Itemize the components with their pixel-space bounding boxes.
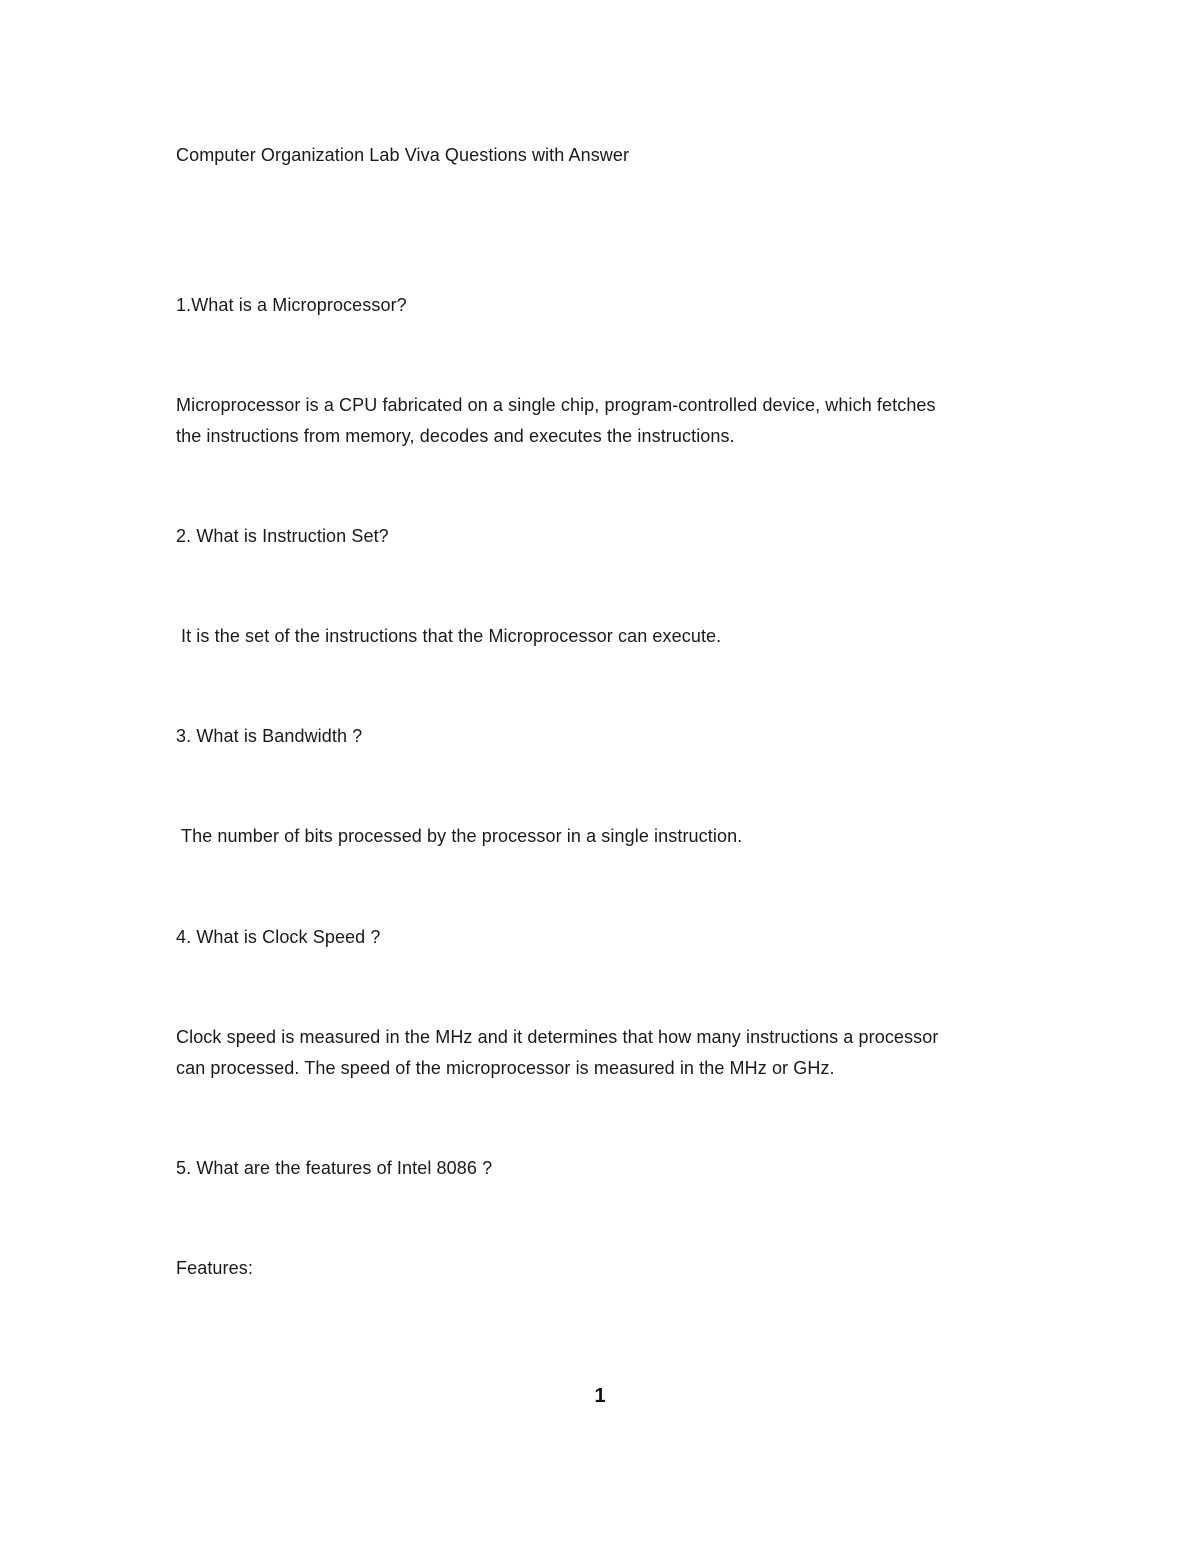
answer-3-line-1: The number of bits processed by the processor in a single instruction. [181, 826, 743, 846]
question-2: 2. What is Instruction Set? [176, 526, 389, 546]
question-4: 4. What is Clock Speed ? [176, 927, 381, 947]
answer-4-line-2: can processed. The speed of the microprocessor is measured in the MHz or GHz. [176, 1058, 835, 1078]
answer-4-line-1: Clock speed is measured in the MHz and it determines that how many instructions a processor [176, 1027, 939, 1047]
document-title: Computer Organization Lab Viva Questions with Answer [176, 145, 630, 165]
question-1: 1.What is a Microprocessor? [176, 295, 407, 315]
answer-1-line-1: Microprocessor is a CPU fabricated on a single chip, program-controlled device, which fetches [176, 395, 936, 415]
question-3: 3. What is Bandwidth ? [176, 726, 363, 746]
answer-2-line-1: It is the set of the instructions that the Microprocessor can execute. [181, 626, 722, 646]
page-number: 1 [594, 1385, 606, 1407]
answer-1-line-2: the instructions from memory, decodes and executes the instructions. [176, 426, 735, 446]
answer-5-line-1: Features: [176, 1258, 253, 1278]
question-5: 5. What are the features of Intel 8086 ? [176, 1158, 493, 1178]
